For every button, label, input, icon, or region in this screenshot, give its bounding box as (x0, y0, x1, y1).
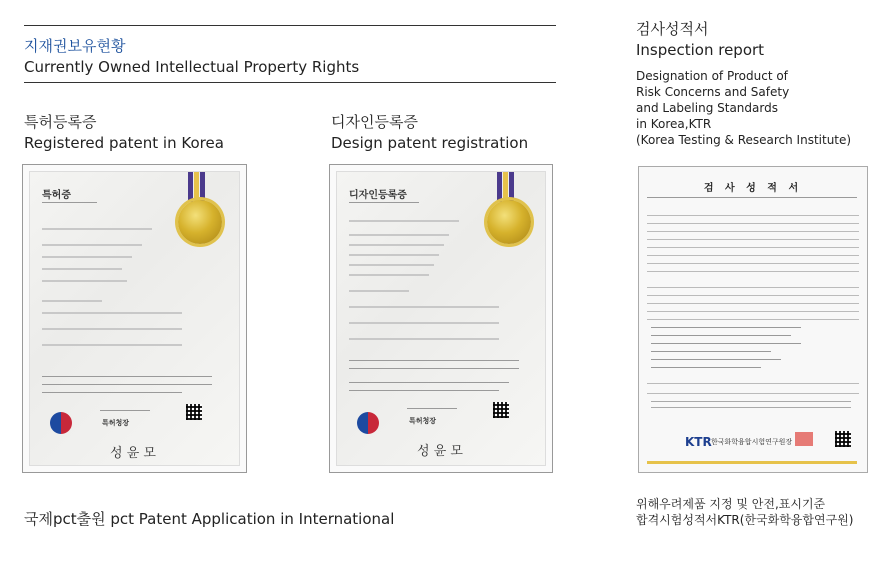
qr-code-icon (493, 402, 509, 418)
desc-line: in Korea,KTR (636, 117, 712, 131)
desc-line: Designation of Product of (636, 69, 788, 83)
inspection-description (636, 68, 876, 148)
top-rule (24, 25, 556, 26)
design-label-english: Design patent registration (331, 134, 529, 152)
patent-label-korean: 특허등록증 (24, 113, 97, 131)
gold-seal-icon (487, 200, 531, 244)
pct-application-label: 국제pct출원 pct Patent Application in International (24, 510, 395, 528)
design-certificate-image (329, 164, 553, 473)
ktr-logo: KTR (685, 435, 712, 449)
gold-seal-icon (178, 200, 222, 244)
design-certificate-title: 디자인등록증 (349, 190, 407, 201)
patent-certificate-image (22, 164, 247, 473)
inspection-caption (636, 496, 853, 528)
desc-line: Risk Concerns and Safety (636, 85, 790, 99)
caption-line: 합격시험성적서KTR(한국화학융합연구원) (636, 513, 854, 527)
inspection-report-image (638, 166, 868, 473)
red-stamp-icon (795, 432, 813, 446)
ktr-name: 한국화학융합시험연구원장 (711, 438, 793, 446)
design-signature: 성 윤 모 (417, 444, 463, 459)
ribbon-icon (497, 172, 519, 202)
bottom-rule (24, 82, 556, 83)
qr-code-icon (186, 404, 202, 420)
report-title: 검 사 성 적 서 (703, 183, 803, 194)
patent-issuer: 특허청장 (102, 419, 130, 427)
qr-code-icon (835, 431, 851, 447)
patent-certificate-title: 특허증 (42, 190, 71, 201)
design-label-korean: 디자인등록증 (331, 113, 418, 131)
ribbon-icon (188, 172, 210, 202)
section-title-korean: 지재권보유현황 (24, 37, 126, 55)
desc-line: (Korea Testing & Research Institute) (636, 133, 852, 147)
caption-line: 위해우려제품 지정 및 안전,표시기준 (636, 497, 826, 511)
inspection-label-english: Inspection report (636, 41, 765, 59)
patent-signature: 성 윤 모 (110, 446, 156, 461)
inspection-label-korean: 검사성적서 (636, 20, 709, 38)
design-issuer: 특허청장 (409, 417, 437, 425)
desc-line: and Labeling Standards (636, 101, 778, 115)
korea-emblem-icon (50, 412, 72, 434)
korea-emblem-icon (357, 412, 379, 434)
patent-label-english: Registered patent in Korea (24, 134, 224, 152)
section-title-english: Currently Owned Intellectual Property Rights (24, 58, 360, 76)
